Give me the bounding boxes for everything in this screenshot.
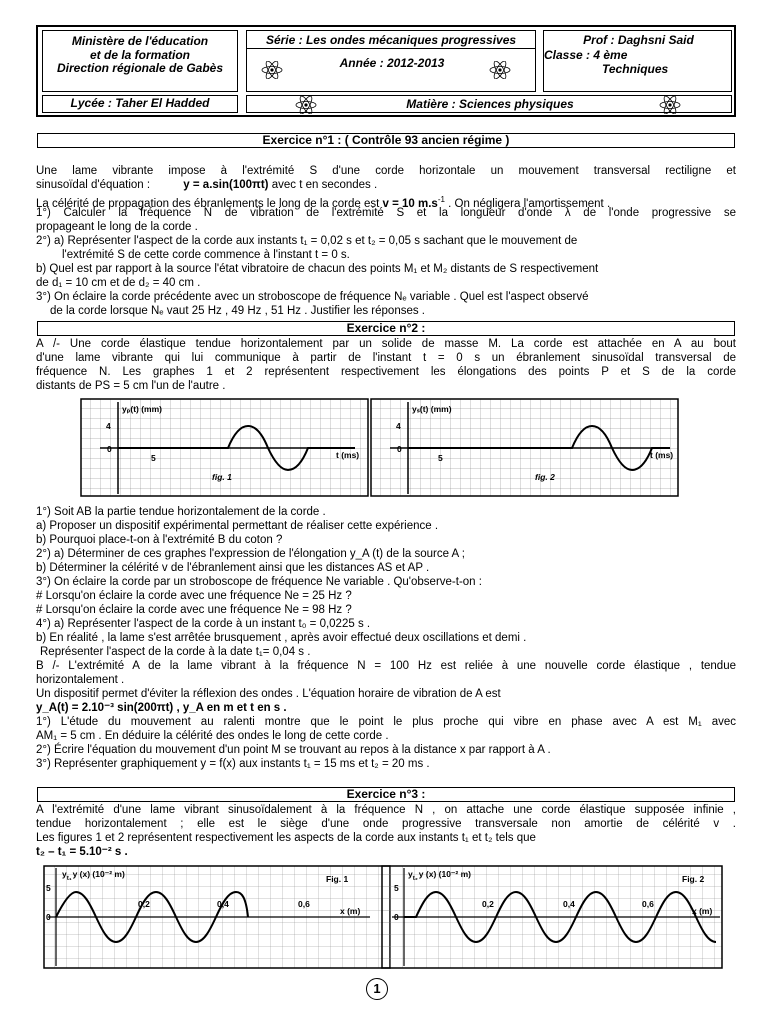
ex1-text: . On négligera l'amortissement . — [448, 197, 611, 210]
fig2-caption: fig. 2 — [535, 472, 555, 482]
ex1-text: avec t en secondes . — [271, 179, 378, 191]
ex2-b-line: 3°) On éclaire la corde par un stroboscope de fréquence Ne variable . Qu'observe-t-on : — [36, 576, 482, 588]
ex3-fig2-zero: 0 — [394, 912, 399, 922]
fig1-y-tick: 4 — [106, 421, 111, 431]
ex3-fig1-zero: 0 — [46, 912, 51, 922]
serie-divider — [246, 48, 536, 49]
matiere-cell — [246, 95, 732, 113]
ex2-c-line: Un dispositif permet d'éviter la réflexion des ondes . L'équation horaire de vibration de A est — [36, 688, 501, 700]
ex2-a-line: fréquence N. Les graphes 1 et 2 représentent respectivement les élongations des points P et S de la corde — [36, 366, 736, 378]
ex3-fig2-x-tick: 0,6 — [642, 899, 654, 909]
exercise-2-title: Exercice n°2 : — [37, 321, 735, 336]
ex1-q2: l'extrémité S de cette corde commence à l'instant t = 0 s. — [62, 249, 350, 261]
ex2-b-line: b) Déterminer la célérité v de l'ébranlement ainsi que les distances AS et AP . — [36, 562, 430, 574]
ex2-c-line: horizontalement . — [36, 674, 125, 686]
ex3-fig2-x-tick: 0,4 — [563, 899, 575, 909]
fig1-ylabel: yₚ(t) (mm) — [122, 404, 162, 414]
ex3-fig1-x-tick: 0,6 — [298, 899, 310, 909]
ex2-b-line: # Lorsqu'on éclaire la corde avec une fréquence Ne = 98 Hz ? — [36, 604, 352, 616]
fig2-zero: 0 — [397, 444, 402, 454]
matiere: Matière : Sciences physiques — [406, 97, 574, 111]
ex2-graphs — [80, 398, 680, 498]
ex3-fig1-y-tick: 5 — [46, 883, 51, 893]
fig2-ylabel: yₛ(t) (mm) — [412, 404, 452, 414]
ex3-fig2-xlabel: x (m) — [692, 906, 713, 916]
fig2-x-tick: 5 — [438, 453, 443, 463]
ex1-q2: b) Quel est par rapport à la source l'état vibratoire de chacun des points M₁ et M₂ distants de S respectivement — [36, 263, 599, 275]
ex1-sup: -1 — [437, 195, 445, 204]
ex2-b-line: 1°) Soit AB la partie tendue horizontalement de la corde . — [36, 506, 326, 518]
prof-name: Prof : Daghsni Said — [583, 33, 694, 47]
ex1-q2: 2°) a) Représenter l'aspect de la corde aux instants t₁ = 0,02 s et t₂ = 0,05 s sachant que le mouvement de — [36, 235, 578, 247]
ex2-b-line: b) En réalité , la lame s'est arrêtée brusquement , après avoir effectué deux oscillations et demi . — [36, 632, 527, 644]
lycee-name: Lycée : Taher El Hadded — [70, 96, 210, 110]
ex3-fig1-ysub: t₁ — [66, 875, 72, 882]
ministry-cell — [42, 30, 238, 92]
page-number: 1 — [366, 978, 388, 1000]
annee: Année : 2012-2013 — [339, 56, 445, 70]
ex3-line: t₂ – t₁ = 5.10⁻² s . — [36, 846, 128, 858]
ex2-a-line: distants de PS = 5 cm l'un de l'autre . — [36, 380, 226, 392]
classe-label: Classe : 4 ème — [544, 48, 628, 62]
ex3-fig1-yunit: y (x) (10⁻² m) — [72, 869, 125, 879]
ex1-equation: y = a.sin(100πt) — [183, 179, 269, 191]
ex1-q3: de la corde lorsque Nₑ vaut 25 Hz , 49 Hz , 51 Hz . Justifier les réponses . — [50, 305, 426, 317]
ex2-c-line: 3°) Représenter graphiquement y = f(x) aux instants t₁ = 15 ms et t₂ = 20 ms . — [36, 758, 430, 770]
ministry-line-2: et de la formation — [89, 47, 190, 62]
ministry-line-3: Direction régionale de Gabès — [56, 61, 224, 75]
ex3-fig2-caption: Fig. 2 — [682, 874, 705, 884]
ex2-b-line: b) Pourquoi place-t-on à l'extrémité B du coton ? — [36, 534, 283, 546]
ex2-c-line: y_A(t) = 2.10⁻³ sin(200πt) , y_A en m et t en s . — [36, 702, 287, 714]
ex2-b-line: a) Proposer un dispositif expérimental permettant de réaliser cette expérience . — [36, 520, 439, 532]
lycee-cell — [42, 95, 238, 113]
ex3-fig2-x-tick: 0,2 — [482, 899, 494, 909]
serie-title: Série : Les ondes mécaniques progressives — [265, 33, 517, 47]
fig2-y-tick: 4 — [396, 421, 401, 431]
ex2-c-line: AM₁ = 5 cm . En déduire la célérité des ondes le long de cette corde . — [36, 730, 389, 742]
ex2-a-line: d'une lame vibrante qui lui communique à partir de l'instant t = 0 s un ébranlement sinusoïdal transversal de — [36, 352, 736, 364]
ex3-line: A l'extrémité d'une lame vibrant sinusoïdalement à la fréquence N , on attache une corde élastique supposée infinie , — [36, 804, 736, 816]
ex3-line: Les figures 1 et 2 représentent respectivement les aspects de la corde aux instants t₁ et t₂ tels que — [36, 832, 536, 844]
ministry-line-1: Ministère de l'éducation — [71, 34, 209, 48]
atom-icon — [489, 61, 511, 79]
ex1-q3: 3°) On éclaire la corde précédente avec un stroboscope de fréquence Nₑ variable . Quel est l'aspect observé — [36, 291, 589, 303]
fig1-caption: fig. 1 — [212, 472, 232, 482]
ex2-b-line: 4°) a) Représenter l'aspect de la corde à un instant t₀ = 0,0225 s . — [36, 618, 371, 630]
classe-value: Techniques — [602, 62, 669, 76]
ex2-c-line: 1°) L'étude du mouvement au ralenti montre que le point le plus proche qui vibre en phase avec A est M₁ avec — [36, 716, 736, 728]
ex3-fig1-caption: Fig. 1 — [326, 874, 349, 884]
prof-cell — [543, 30, 732, 92]
atom-icon — [261, 61, 283, 79]
ex3-fig1-x-tick: 0,4 — [217, 899, 229, 909]
ex3-fig1-y-var: y — [62, 869, 67, 879]
header-box — [36, 25, 736, 117]
ex3-fig2-ysub: t₂ — [412, 875, 418, 882]
fig2-xlabel: t (ms) — [650, 450, 674, 460]
ex2-c-line: B /- L'extrémité A de la lame vibrant à la fréquence N = 100 Hz est reliée à une nouvelle corde élastique , tendue — [36, 660, 736, 672]
ex3-fig2-yunit: y (x) (10⁻² m) — [418, 869, 471, 879]
exercise-1-title: Exercice n°1 : ( Contrôle 93 ancien régime ) — [37, 133, 735, 148]
ex3-fig2-y-var: y — [408, 869, 413, 879]
ex1-line: Une lame vibrante impose à l'extrémité S d'une corde horizontale un mouvement transversal rectiligne et — [36, 165, 736, 177]
ex2-b-line: # Lorsqu'on éclaire la corde avec une fréquence Ne = 25 Hz ? — [36, 590, 352, 602]
fig1-x-tick: 5 — [151, 453, 156, 463]
ex2-b-line: Représenter l'aspect de la corde à la date t₁= 0,04 s . — [40, 646, 311, 658]
ex1-q1: 1°) Calculer la fréquence N de vibration de l'extrémité S et la longueur d'onde λ de l'onde progressive se — [36, 207, 736, 219]
ex3-fig1-xlabel: x (m) — [340, 906, 361, 916]
fig1-xlabel: t (ms) — [336, 450, 360, 460]
ex2-b-line: 2°) a) Déterminer de ces graphes l'expression de l'élongation y_A (t) de la source A ; — [36, 548, 465, 560]
ex3-graphs — [30, 862, 736, 972]
ex3-fig2-y-tick: 5 — [394, 883, 399, 893]
fig1-zero: 0 — [107, 444, 112, 454]
ex2-a-line: A /- Une corde élastique tendue horizontalement par un solide de masse M. La corde est attachée en A au bout — [36, 338, 736, 350]
ex2-c-line: 2°) Écrire l'équation du mouvement d'un point M se trouvant au repos à la distance x par rapport à A . — [36, 744, 551, 756]
ex1-q2: de d₁ = 10 cm et de d₂ = 40 cm . — [36, 277, 201, 289]
ex1-text: sinusoïdal d'équation : — [36, 179, 151, 191]
ex1-q1: propageant le long de la corde . — [36, 221, 198, 233]
ex3-line: tendue horizontalement ; elle est le siège d'une onde progressive transversale non amortie de célérité v . — [36, 818, 736, 830]
ex1-text: La célérité de propagation des ébranlements le long de la corde est — [36, 197, 380, 210]
ex1-line — [36, 179, 736, 193]
serie-cell — [246, 30, 536, 92]
ex1-celerity: v = 10 m.s — [382, 197, 438, 210]
atom-icon — [659, 96, 681, 114]
exercise-3-title: Exercice n°3 : — [37, 787, 735, 802]
ex3-fig1-x-tick: 0,2 — [138, 899, 150, 909]
